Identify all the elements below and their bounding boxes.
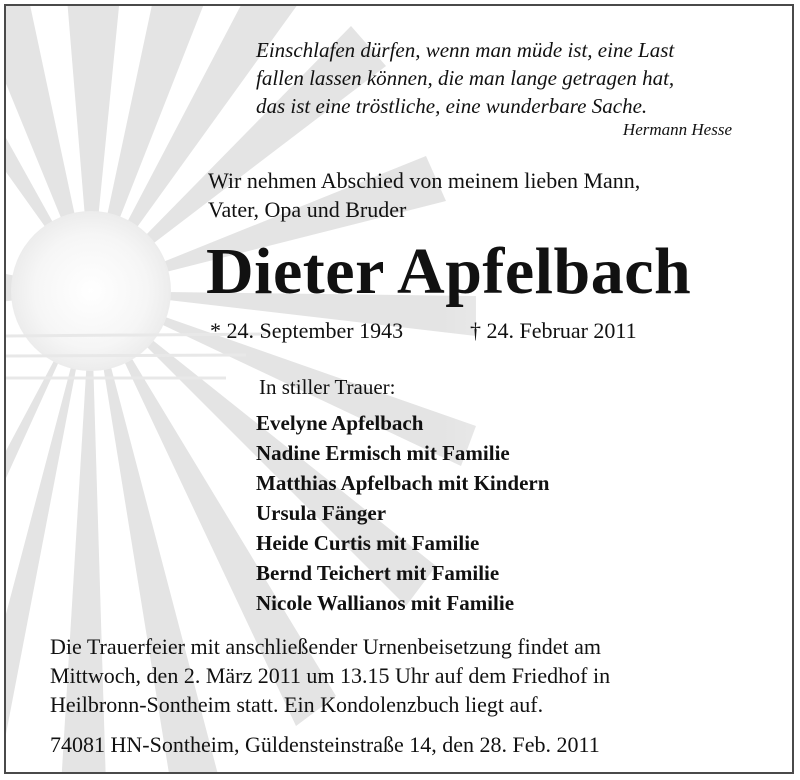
mourner-name: Bernd Teichert mit Familie (256, 561, 500, 585)
funeral-line: Mittwoch, den 2. März 2011 um 13.15 Uhr auf dem Friedhof in (50, 663, 611, 688)
quote-line: das ist eine tröstliche, eine wunderbare Sache. (256, 94, 648, 118)
obituary-notice (4, 4, 794, 774)
mourners-list (256, 408, 549, 618)
family-address: 74081 HN-Sontheim, Güldensteinstraße 14, den 28. Feb. 2011 (50, 732, 600, 757)
birth-date: * 24. September 1943 (210, 318, 404, 343)
mourner-name: Nadine Ermisch mit Familie (256, 441, 510, 465)
intro-line: Wir nehmen Abschied von meinem lieben Mann, (208, 168, 641, 193)
funeral-line: Heilbronn-Sontheim statt. Ein Kondolenzbuch liegt auf. (50, 692, 544, 717)
mourner-name: Nicole Wallianos mit Familie (256, 591, 515, 615)
mourner-name: Evelyne Apfelbach (256, 411, 424, 435)
quote-author: Hermann Hesse (622, 120, 732, 139)
quote (256, 36, 746, 120)
mourning-heading: In stiller Trauer: (259, 375, 396, 399)
deceased-name: Dieter Apfelbach (206, 235, 692, 308)
mourner-name: Heide Curtis mit Familie (256, 531, 480, 555)
quote-line: fallen lassen können, die man lange getragen hat, (256, 66, 675, 90)
intro-line: Vater, Opa und Bruder (208, 197, 407, 222)
quote-line: Einschlafen dürfen, wenn man müde ist, eine Last (256, 38, 675, 62)
mourner-name: Matthias Apfelbach mit Kindern (256, 471, 550, 495)
death-date: † 24. Februar 2011 (470, 318, 637, 343)
mourner-name: Ursula Fänger (256, 501, 387, 525)
farewell-intro (208, 166, 768, 224)
funeral-line: Die Trauerfeier mit anschließender Urnenbeisetzung findet am (50, 634, 602, 659)
funeral-info (50, 632, 780, 719)
